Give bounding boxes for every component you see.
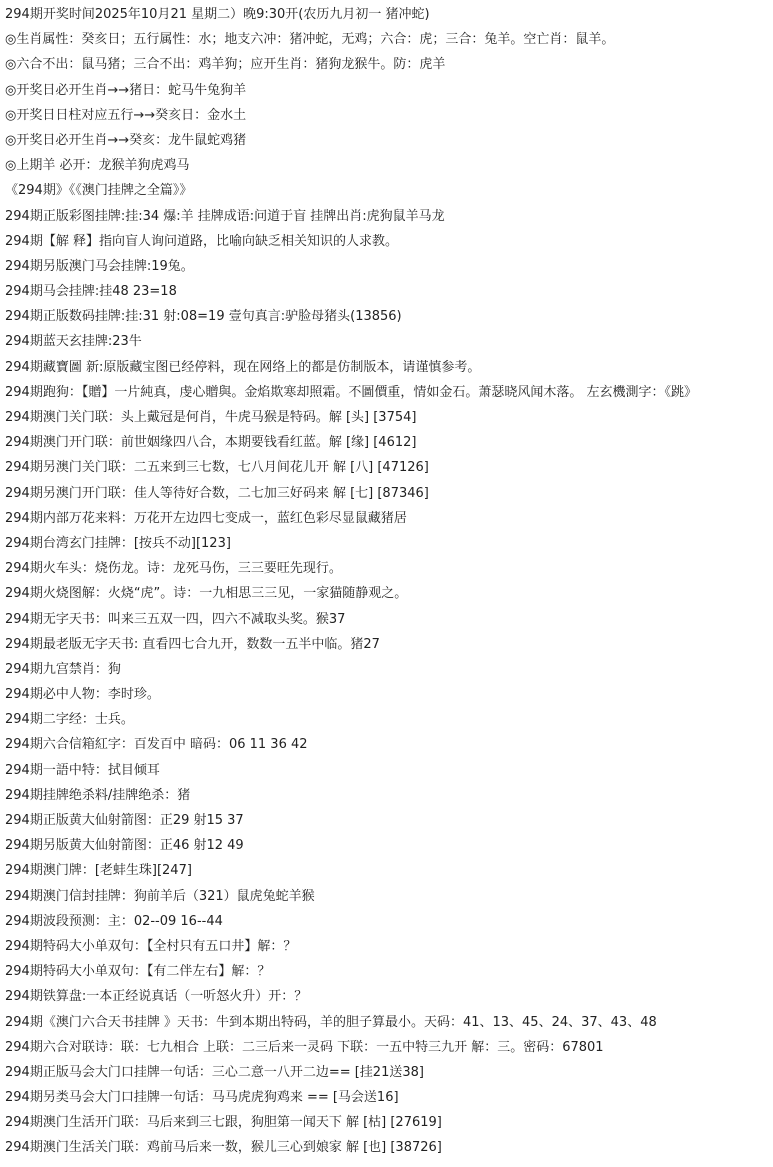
text-line: 294期二字经：士兵。: [5, 712, 134, 728]
text-line: 294期澳门信封挂牌：狗前羊后（321）鼠虎兔蛇羊猴: [5, 888, 315, 904]
six-harmony-line: ◎六合不出：鼠马猪；三合不出：鸡羊狗；应开生肖：猪狗龙猴牛。防：虎羊: [5, 57, 446, 73]
text-line: 294期《澳门六合天书挂牌 》天书：牛到本期出特码，羊的胆子算最小。天码：41、13、45、24、37、43、48: [5, 1014, 657, 1030]
zodiac-attribute-line: ◎生肖属性：癸亥日；五行属性：水；地支六冲：猪冲蛇，无鸡；六合：虎；三合：兔羊。空亡肖：鼠羊。: [5, 32, 615, 48]
draw-time-line: 294期开奖时间2025年10月21 星期二）晚9:30开(农历九月初一 猪冲蛇): [5, 7, 430, 22]
last-period-line: ◎上期羊 必开：龙猴羊狗虎鸡马: [5, 158, 190, 174]
text-line: 294期六合对联诗：联：七九相合 上联：二三后来一灵码 下联：一五中特三九开 解：三。密码：67801: [5, 1039, 604, 1055]
text-line: 294期铁算盘:一本正经说真话（一听怒火升）开：？: [5, 989, 308, 1005]
text-line: 294期特码大小单双句：【全村只有五口井】解：？: [5, 938, 297, 954]
text-line: 294期另类马会大门口挂牌一句话：马马虎虎狗鸡来 == [马会送16]: [5, 1090, 399, 1106]
text-line: 294期无字天书：叫来三五双一四，四六不减取头奖。猴37: [5, 611, 346, 627]
text-line: 294期另版黄大仙射箭图：正46 射12 49: [5, 838, 244, 854]
text-line: 294期一語中特：拭目倾耳: [5, 762, 160, 778]
five-elements-line: ◎开奖日日柱对应五行→→癸亥日：金水土: [5, 107, 247, 123]
section-heading: 《294期》《《澳门挂牌之全篇》》: [5, 183, 193, 199]
text-line: 294期火烧图解：火烧“虎”。诗：一九相思三三见，一家猫随静观之。: [5, 586, 408, 602]
text-line: 294期最老版无字天书: 直看四七合九开，数数一五半中临。猪27: [5, 636, 380, 652]
text-line: 294期澳门关门联：头上戴冠是何肖，牛虎马猴是特码。解 [头] [3754]: [5, 410, 417, 425]
text-line: 294期火车头：烧伤龙。诗：龙死马伤，三三要旺先现行。: [5, 561, 342, 577]
text-line: 294期必中人物：李时珍。: [5, 687, 160, 703]
text-line: 294期澳门牌：[老蚌生珠][247]: [5, 863, 192, 879]
text-line: 294期内部万花来料：万花开左边四七变成一，蓝红色彩尽显鼠藏猪居: [5, 510, 407, 526]
text-line: 294期波段预测：主：02--09 16--44: [5, 913, 223, 929]
text-line: 294期正版马会大门口挂牌一句话：三心二意一八开二边== [挂21送38]: [5, 1064, 424, 1080]
text-line: 294期六合信箱紅字：百发百中 暗码：06 11 36 42: [5, 737, 308, 753]
text-line: 294期另澳门开门联：佳人等待好合数，二七加三好码来 解 [七] [87346]: [5, 485, 429, 501]
text-line: 294期台湾玄门挂牌：[按兵不动][123]: [5, 535, 231, 551]
text-line: 294期另澳门关门联：二五来到三七数，七八月间花儿开 解 [八] [47126]: [5, 460, 429, 476]
text-line: 294期正版数码挂牌:挂:31 射:08=19 壹句真言:驴脸母猪头(13856): [5, 309, 402, 325]
must-open-zodiac-line: ◎开奖日必开生肖→→猪日：蛇马牛兔狗羊: [5, 82, 247, 98]
text-line: 294期另版澳门马会挂牌:19兔。: [5, 258, 194, 274]
text-line: 294期正版彩图挂牌:挂:34 爆:羊 挂牌成语:问道于盲 挂牌出肖:虎狗鼠羊马龙: [5, 208, 445, 224]
text-line: 294期【解 释】指向盲人询问道路，比喻向缺乏相关知识的人求教。: [5, 233, 398, 249]
text-line: 294期藏寶圖 新:原版藏宝图已经停料，现在网络上的都是仿制版本，请谨慎参考。: [5, 359, 481, 375]
text-line: 294期澳门开门联：前世姻缘四八合，本期要钱看红蓝。解 [缘] [4612]: [5, 435, 417, 451]
text-line: 294期马会挂牌:挂48 23=18: [5, 284, 177, 300]
text-line: 294期挂牌绝杀料/挂牌绝杀：猪: [5, 787, 191, 803]
text-line: 294期澳门生活开门联：马后来到三七跟，狗胆第一闻天下 解 [枯] [27619]: [5, 1115, 442, 1131]
must-open-guihai-line: ◎开奖日必开生肖→→癸亥：龙牛鼠蛇鸡猪: [5, 132, 247, 148]
text-line: 294期九宫禁肖：狗: [5, 661, 121, 677]
text-line: 294期跑狗：【贈】一片純真，虔心贈與。金焰欺寒却照霜。不圖價重，情如金石。萧瑟晓风闻木落。 左玄機測字：《跳》: [5, 384, 697, 400]
text-line: 294期澳门生活关门联：鸡前马后来一数，猴儿三心到娘家 解 [也] [38726]: [5, 1140, 442, 1156]
text-line: 294期特码大小单双句：【有二伴左右】解：？: [5, 964, 271, 980]
text-line: 294期蓝天玄挂牌:23牛: [5, 334, 142, 350]
text-line: 294期正版黄大仙射箭图：正29 射15 37: [5, 813, 244, 828]
